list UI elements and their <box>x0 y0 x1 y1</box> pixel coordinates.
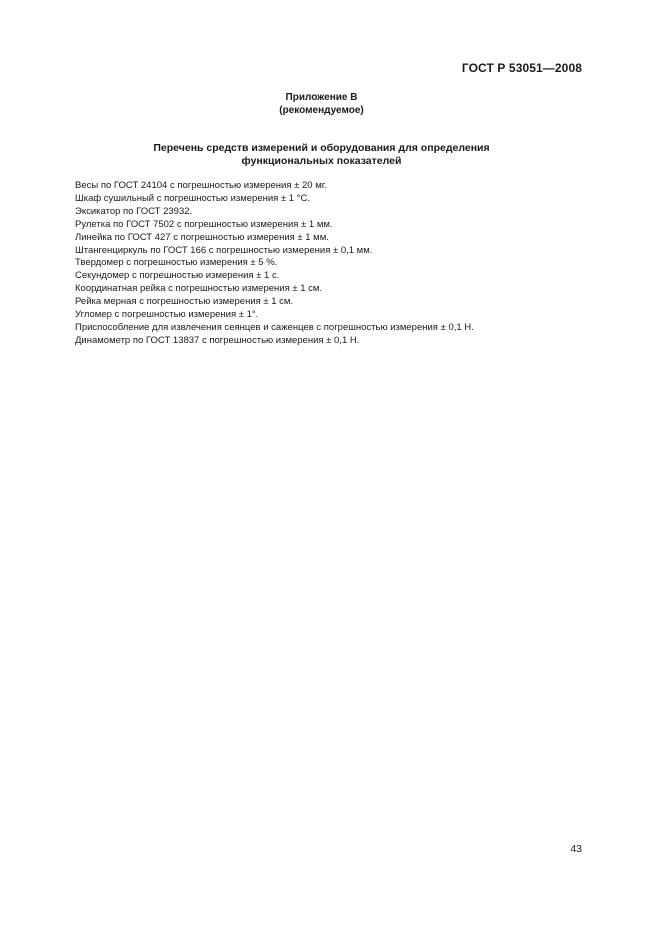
list-item: Штангенциркуль по ГОСТ 166 с погрешностью измерения ± 0,1 мм. <box>75 244 373 256</box>
appendix-title: Приложение В <box>285 92 358 103</box>
page-number: 43 <box>570 843 582 855</box>
list-item: Угломер с погрешностью измерения ± 1°. <box>75 309 259 321</box>
document-code: ГОСТ Р 53051—2008 <box>461 61 582 75</box>
list-item: Линейка по ГОСТ 427 с погрешностью измерения ± 1 мм. <box>75 231 329 243</box>
list-item: Весы по ГОСТ 24104 с погрешностью измерения ± 20 мг. <box>75 180 327 191</box>
appendix-subtitle: (рекомендуемое) <box>279 105 364 116</box>
list-item: Твердомер с погрешностью измерения ± 5 %. <box>75 257 278 269</box>
list-item: Рейка мерная с погрешностью измерения ± 1 см. <box>75 296 294 308</box>
section-heading <box>0 142 643 168</box>
list-item: Шкаф сушильный с погрешностью измерения ± 1 °С. <box>75 192 311 204</box>
section-heading-line-1: Перечень средств измерений и оборудования для определения <box>153 142 490 154</box>
list-item: Координатная рейка с погрешностью измерения ± 1 см. <box>75 283 323 295</box>
equipment-list <box>75 180 595 348</box>
list-item: Секундомер с погрешностью измерения ± 1 с. <box>75 270 280 282</box>
appendix-title-block <box>0 91 643 117</box>
list-item: Рулетка по ГОСТ 7502 с погрешностью измерения ± 1 мм. <box>75 218 333 230</box>
list-item: Приспособление для извлечения сеянцев и саженцев с погрешностью измерения ± 0,1 Н. <box>75 321 474 333</box>
list-item: Динамометр по ГОСТ 13837 с погрешностью измерения ± 0,1 Н. <box>75 334 360 346</box>
section-heading-line-2: функциональных показателей <box>241 155 402 167</box>
list-item: Эксикатор по ГОСТ 23932. <box>75 205 193 217</box>
